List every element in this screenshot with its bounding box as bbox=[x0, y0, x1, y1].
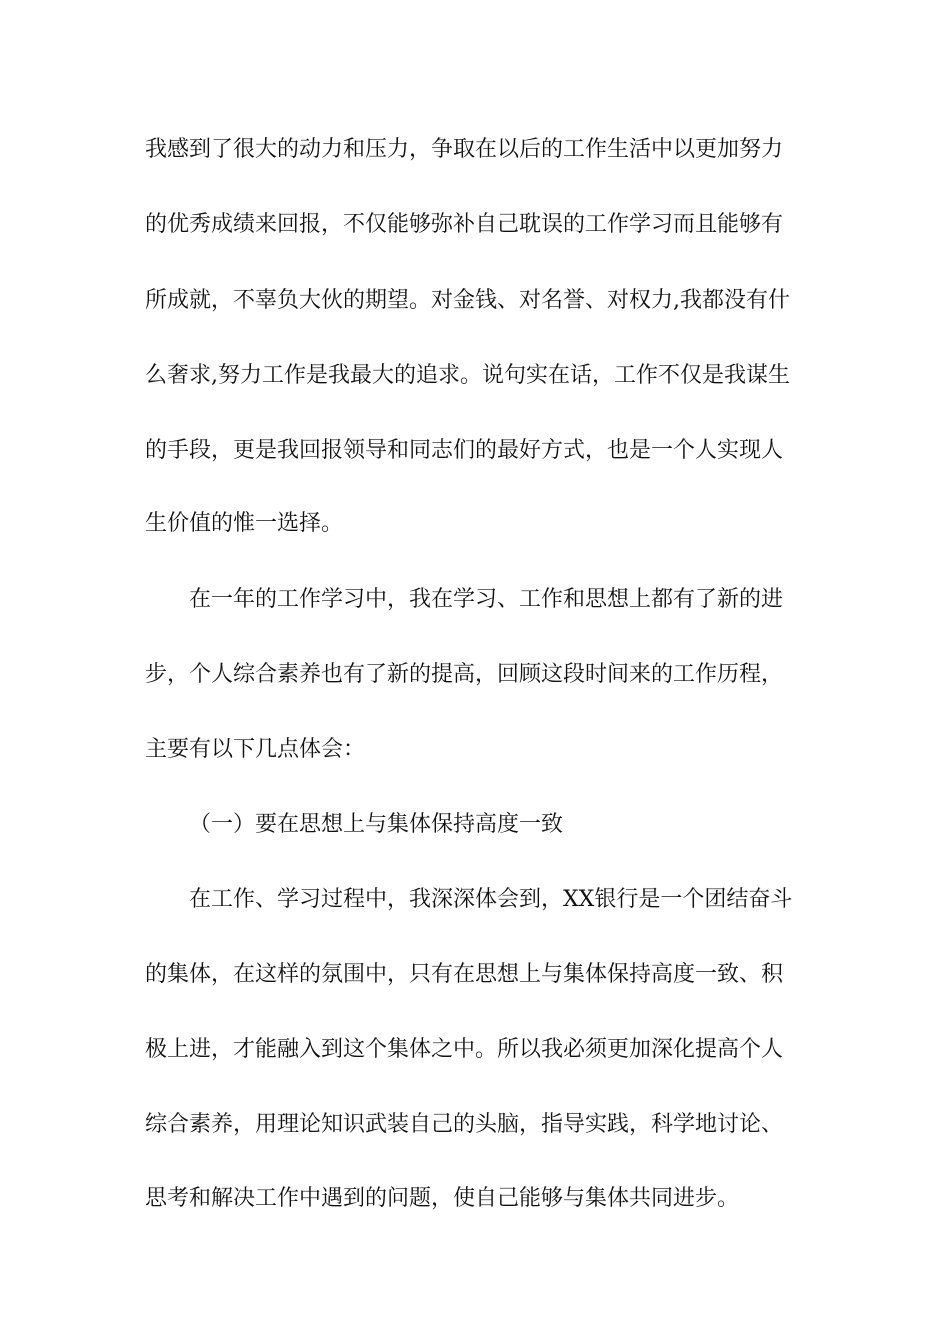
text-line-12: 的集体，在这样的氛围中，只有在思想上与集体保持高度一致、积 bbox=[145, 962, 784, 987]
text-line-1: 我感到了很大的动力和压力，争取在以后的工作生活中以更加努力 bbox=[145, 137, 784, 162]
text-line-15: 思考和解决工作中遇到的问题，使自己能够与集体共同进步。 bbox=[145, 1186, 740, 1211]
text-line-2: 的优秀成绩来回报，不仅能够弥补自己耽误的工作学习而且能够有 bbox=[145, 212, 784, 237]
text-line-6: 生价值的惟一选择。 bbox=[145, 511, 344, 536]
text-line-5: 的手段，更是我回报领导和同志们的最好方式，也是一个人实现人 bbox=[145, 438, 784, 463]
text-line-3: 所成就，不辜负大伙的期望。对金钱、对名誉、对权力,我都没有什 bbox=[145, 288, 790, 313]
text-line-9: 主要有以下几点体会： bbox=[145, 737, 366, 762]
text-line-8: 步，个人综合素养也有了新的提高，回顾这段时间来的工作历程， bbox=[145, 662, 784, 687]
section-heading: （一）要在思想上与集体保持高度一致 bbox=[189, 812, 564, 837]
text-line-11: 在工作、学习过程中，我深深体会到，XX银行是一个团结奋斗 bbox=[189, 887, 793, 912]
text-line-14: 综合素养，用理论知识武装自己的头脑，指导实践，科学地讨论、 bbox=[145, 1112, 784, 1137]
text-line-4: 么奢求,努力工作是我最大的追求。说句实在话，工作不仅是我谋生 bbox=[145, 363, 790, 388]
text-line-13: 极上进，才能融入到这个集体之中。所以我必须更加深化提高个人 bbox=[145, 1037, 784, 1062]
text-line-7: 在一年的工作学习中，我在学习、工作和思想上都有了新的进 bbox=[189, 587, 784, 612]
